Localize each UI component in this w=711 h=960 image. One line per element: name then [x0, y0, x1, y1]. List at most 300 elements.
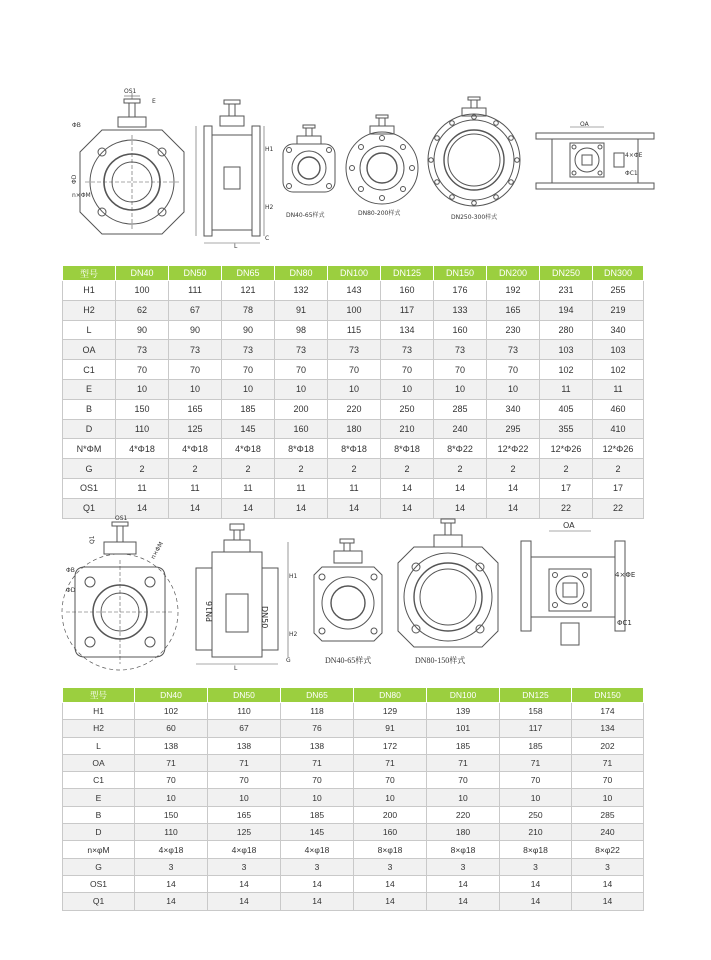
- table-cell: 70: [275, 360, 328, 380]
- caption2-dn80-150: DN80-150样式: [415, 656, 466, 665]
- table-cell: 125: [169, 419, 222, 439]
- h2-label: H2: [265, 204, 274, 211]
- table2-body: [63, 703, 644, 911]
- table-cell: 73: [487, 340, 540, 360]
- table-cell: 14: [381, 498, 434, 518]
- header-cell: DN125: [381, 266, 434, 281]
- table-cell: 2: [540, 459, 593, 479]
- table-cell: 8×φ18: [500, 841, 572, 858]
- table-cell: 138: [281, 737, 354, 754]
- table-row: [63, 320, 644, 340]
- valve-front-view-drawing: [72, 85, 192, 255]
- table-cell: 73: [381, 340, 434, 360]
- table-row: [63, 841, 644, 858]
- table-cell: 14: [500, 875, 572, 892]
- header-cell: DN65: [222, 266, 275, 281]
- table-cell: 143: [328, 281, 381, 301]
- table-cell: 2: [434, 459, 487, 479]
- row-label-cell: OS1: [63, 875, 135, 892]
- header-cell: DN80: [354, 688, 427, 703]
- table-cell: 73: [222, 340, 275, 360]
- table-row: [63, 720, 644, 737]
- header-cell: DN50: [208, 688, 281, 703]
- phi-c1-label-2: ΦC1: [617, 619, 632, 627]
- table-cell: 8×φ18: [427, 841, 500, 858]
- table-cell: 180: [328, 419, 381, 439]
- table-row: [63, 379, 644, 399]
- g-label-2: G: [286, 657, 291, 664]
- table-cell: 3: [354, 858, 427, 875]
- table-row: [63, 459, 644, 479]
- table-cell: 70: [116, 360, 169, 380]
- table-cell: 139: [427, 703, 500, 720]
- table-cell: 110: [116, 419, 169, 439]
- valve2-dn80-150-drawing: [394, 517, 504, 657]
- table-cell: 14: [572, 875, 644, 892]
- table-row: [63, 281, 644, 301]
- spec-table-1: [62, 265, 644, 519]
- header-cell: DN50: [169, 266, 222, 281]
- table-cell: 10: [222, 379, 275, 399]
- header-cell: DN150: [434, 266, 487, 281]
- table-cell: 12*Φ26: [540, 439, 593, 459]
- table-cell: 231: [540, 281, 593, 301]
- header-cell: DN125: [500, 688, 572, 703]
- section2-drawings: [0, 512, 711, 677]
- os1-label-2: OS1: [115, 515, 128, 522]
- phi-e-label-2: 4×ΦE: [615, 571, 636, 579]
- table-cell: 14: [500, 893, 572, 910]
- table-cell: 14: [487, 498, 540, 518]
- table-cell: 11: [169, 478, 222, 498]
- table-cell: 10: [116, 379, 169, 399]
- table-cell: 138: [208, 737, 281, 754]
- row-label-cell: N*ΦM: [63, 439, 116, 459]
- table-cell: 10: [500, 789, 572, 806]
- table-cell: 240: [434, 419, 487, 439]
- caption-dn40-65: DN40-65样式: [286, 212, 325, 219]
- spec-table-2: [62, 687, 644, 911]
- table-cell: 73: [434, 340, 487, 360]
- table-cell: 102: [593, 360, 644, 380]
- table-cell: 10: [275, 379, 328, 399]
- table-cell: 3: [281, 858, 354, 875]
- table-row: [63, 806, 644, 823]
- valve-dn80-200-drawing: [342, 113, 422, 213]
- table-cell: 132: [275, 281, 328, 301]
- table-row: [63, 419, 644, 439]
- row-label-cell: H1: [63, 281, 116, 301]
- row-label-cell: OA: [63, 340, 116, 360]
- table-cell: 250: [500, 806, 572, 823]
- table-cell: 340: [593, 320, 644, 340]
- header-cell: DN40: [116, 266, 169, 281]
- table-cell: 165: [208, 806, 281, 823]
- row-label-cell: D: [63, 419, 116, 439]
- table-cell: 91: [275, 300, 328, 320]
- table-cell: 220: [427, 806, 500, 823]
- row-label-cell: B: [63, 399, 116, 419]
- row-label-cell: H2: [63, 300, 116, 320]
- table-cell: 4*Φ18: [222, 439, 275, 459]
- table-cell: 71: [135, 754, 208, 771]
- table-cell: 70: [427, 772, 500, 789]
- table-row: [63, 754, 644, 771]
- table-cell: 10: [169, 379, 222, 399]
- row-label-cell: n×φM: [63, 841, 135, 858]
- table-cell: 2: [593, 459, 644, 479]
- oa-label: OA: [580, 121, 589, 128]
- valve2-front-view-drawing: [60, 512, 190, 672]
- table-cell: 219: [593, 300, 644, 320]
- row-label-cell: G: [63, 459, 116, 479]
- pn16-label: PN16: [205, 601, 214, 622]
- table-cell: 134: [572, 720, 644, 737]
- header-cell: DN40: [135, 688, 208, 703]
- table-row: [63, 893, 644, 910]
- nm-label: n×ΦM: [72, 192, 91, 199]
- table-cell: 134: [381, 320, 434, 340]
- table-cell: 2: [275, 459, 328, 479]
- table-cell: 10: [572, 789, 644, 806]
- table-cell: 11: [593, 379, 644, 399]
- table-cell: 150: [135, 806, 208, 823]
- table-cell: 220: [328, 399, 381, 419]
- table-cell: 70: [169, 360, 222, 380]
- row-label-cell: OS1: [63, 478, 116, 498]
- valve-dn40-65-drawing: [279, 123, 339, 213]
- table-cell: 78: [222, 300, 275, 320]
- table-cell: 4×φ18: [281, 841, 354, 858]
- table-cell: 165: [487, 300, 540, 320]
- table-cell: 14: [572, 893, 644, 910]
- table-cell: 117: [500, 720, 572, 737]
- table-cell: 14: [354, 875, 427, 892]
- phi-c1-label: ΦC1: [625, 170, 638, 177]
- table-cell: 185: [222, 399, 275, 419]
- oa-label-2: OA: [563, 521, 575, 530]
- dn50-label: DN50: [260, 606, 269, 629]
- table-cell: 102: [135, 703, 208, 720]
- table-cell: 10: [354, 789, 427, 806]
- row-label-cell: B: [63, 806, 135, 823]
- table-cell: 14: [487, 478, 540, 498]
- table-cell: 2: [381, 459, 434, 479]
- table-cell: 101: [427, 720, 500, 737]
- table-cell: 14: [135, 875, 208, 892]
- header-cell: DN65: [281, 688, 354, 703]
- b-label: ΦB: [72, 122, 81, 129]
- table-cell: 2: [328, 459, 381, 479]
- table-cell: 194: [540, 300, 593, 320]
- table-cell: 70: [381, 360, 434, 380]
- table-row: [63, 772, 644, 789]
- table-row: [63, 703, 644, 720]
- valve-side-view-drawing: [190, 85, 274, 255]
- table-cell: 145: [281, 824, 354, 841]
- header-cell: DN100: [328, 266, 381, 281]
- table-cell: 3: [208, 858, 281, 875]
- table-cell: 71: [500, 754, 572, 771]
- row-label-cell: Q1: [63, 498, 116, 518]
- section1-drawings: [0, 85, 711, 260]
- table-row: [63, 737, 644, 754]
- l-label-2: L: [234, 665, 238, 672]
- table-cell: 118: [281, 703, 354, 720]
- table-cell: 8*Φ18: [381, 439, 434, 459]
- table-cell: 14: [208, 893, 281, 910]
- caption-dn250-300: DN250-300样式: [451, 214, 498, 221]
- table-cell: 138: [135, 737, 208, 754]
- row-label-cell: H1: [63, 703, 135, 720]
- table-cell: 73: [275, 340, 328, 360]
- header-cell: DN100: [427, 688, 500, 703]
- table-cell: 12*Φ26: [593, 439, 644, 459]
- header-cell: DN200: [487, 266, 540, 281]
- table-cell: 4×φ18: [135, 841, 208, 858]
- valve2-side-view-drawing: [190, 512, 300, 672]
- header-cell: 型号: [63, 688, 135, 703]
- table-cell: 14: [281, 875, 354, 892]
- table1-header: [63, 266, 644, 281]
- phi-d-label-2: ΦD: [66, 587, 76, 594]
- table-cell: 71: [354, 754, 427, 771]
- row-label-cell: E: [63, 379, 116, 399]
- header-cell: 型号: [63, 266, 116, 281]
- l-label: L: [234, 243, 238, 250]
- table-cell: 100: [116, 281, 169, 301]
- table-cell: 185: [281, 806, 354, 823]
- table-cell: 133: [434, 300, 487, 320]
- table-cell: 14: [427, 893, 500, 910]
- h1-label-2: H1: [289, 573, 298, 580]
- table-cell: 4*Φ18: [169, 439, 222, 459]
- table-cell: 8*Φ18: [328, 439, 381, 459]
- caption-dn80-200: DN80-200样式: [358, 210, 401, 217]
- table-cell: 192: [487, 281, 540, 301]
- table-row: [63, 340, 644, 360]
- header-cell: DN300: [593, 266, 644, 281]
- row-label-cell: L: [63, 320, 116, 340]
- table-cell: 73: [116, 340, 169, 360]
- table-cell: 14: [434, 498, 487, 518]
- table-cell: 210: [381, 419, 434, 439]
- table-cell: 4×φ18: [208, 841, 281, 858]
- table-cell: 70: [208, 772, 281, 789]
- row-label-cell: L: [63, 737, 135, 754]
- table-cell: 11: [540, 379, 593, 399]
- table-cell: 210: [500, 824, 572, 841]
- table-cell: 14: [354, 893, 427, 910]
- table-cell: 125: [208, 824, 281, 841]
- table-cell: 71: [572, 754, 644, 771]
- table-cell: 98: [275, 320, 328, 340]
- table-cell: 71: [208, 754, 281, 771]
- table-cell: 11: [275, 478, 328, 498]
- table-cell: 70: [281, 772, 354, 789]
- table-cell: 410: [593, 419, 644, 439]
- table-row: [63, 360, 644, 380]
- table-cell: 70: [135, 772, 208, 789]
- table-cell: 165: [169, 399, 222, 419]
- table-cell: 185: [427, 737, 500, 754]
- header-cell: DN80: [275, 266, 328, 281]
- header-cell: DN250: [540, 266, 593, 281]
- table-cell: 14: [427, 875, 500, 892]
- table-cell: 250: [381, 399, 434, 419]
- table-cell: 355: [540, 419, 593, 439]
- table-cell: 111: [169, 281, 222, 301]
- table-cell: 14: [381, 478, 434, 498]
- valve2-dn40-65-drawing: [308, 537, 388, 647]
- table-cell: 14: [328, 498, 381, 518]
- table-cell: 8*Φ22: [434, 439, 487, 459]
- table-cell: 12*Φ22: [487, 439, 540, 459]
- table-cell: 71: [281, 754, 354, 771]
- table-cell: 150: [116, 399, 169, 419]
- table-cell: 14: [275, 498, 328, 518]
- os1-label: OS1: [124, 88, 137, 95]
- nm-label-2: n×ΦM: [149, 540, 166, 561]
- table-row: [63, 875, 644, 892]
- table-cell: 10: [281, 789, 354, 806]
- table-cell: 200: [275, 399, 328, 419]
- q1-label-2: Q1: [89, 535, 96, 544]
- table-cell: 103: [593, 340, 644, 360]
- table-cell: 255: [593, 281, 644, 301]
- table-row: [63, 399, 644, 419]
- table-cell: 285: [572, 806, 644, 823]
- row-label-cell: OA: [63, 754, 135, 771]
- table-cell: 11: [222, 478, 275, 498]
- valve-dn250-300-drawing: [424, 95, 524, 215]
- table-cell: 115: [328, 320, 381, 340]
- table-cell: 10: [135, 789, 208, 806]
- table-cell: 10: [381, 379, 434, 399]
- table-cell: 90: [169, 320, 222, 340]
- table-cell: 14: [434, 478, 487, 498]
- table-cell: 230: [487, 320, 540, 340]
- table-cell: 158: [500, 703, 572, 720]
- table-cell: 160: [275, 419, 328, 439]
- table-cell: 62: [116, 300, 169, 320]
- table-cell: 460: [593, 399, 644, 419]
- caption2-dn40-65: DN40-65样式: [325, 656, 372, 665]
- table-cell: 200: [354, 806, 427, 823]
- table-cell: 14: [116, 498, 169, 518]
- phi-b-label-2: ΦB: [66, 567, 75, 574]
- header-cell: DN150: [572, 688, 644, 703]
- phi-e-label: 4×ΦE: [625, 152, 643, 159]
- table-cell: 2: [116, 459, 169, 479]
- table-cell: 340: [487, 399, 540, 419]
- row-label-cell: Q1: [63, 893, 135, 910]
- table-cell: 160: [354, 824, 427, 841]
- table-cell: 100: [328, 300, 381, 320]
- table-cell: 90: [116, 320, 169, 340]
- table-cell: 11: [116, 478, 169, 498]
- table-cell: 14: [169, 498, 222, 518]
- table-cell: 10: [427, 789, 500, 806]
- row-label-cell: H2: [63, 720, 135, 737]
- table-cell: 240: [572, 824, 644, 841]
- table-cell: 8×φ22: [572, 841, 644, 858]
- table-cell: 14: [281, 893, 354, 910]
- table-cell: 405: [540, 399, 593, 419]
- table-cell: 70: [328, 360, 381, 380]
- table-cell: 22: [540, 498, 593, 518]
- table-cell: 70: [222, 360, 275, 380]
- table-cell: 67: [208, 720, 281, 737]
- table-cell: 71: [427, 754, 500, 771]
- table-cell: 180: [427, 824, 500, 841]
- table-cell: 10: [487, 379, 540, 399]
- table-cell: 295: [487, 419, 540, 439]
- table-cell: 76: [281, 720, 354, 737]
- e-label: E: [152, 98, 156, 105]
- d-label: ΦD: [71, 174, 78, 184]
- table-cell: 70: [500, 772, 572, 789]
- table-cell: 17: [593, 478, 644, 498]
- row-label-cell: G: [63, 858, 135, 875]
- table-cell: 160: [434, 320, 487, 340]
- table-cell: 185: [500, 737, 572, 754]
- table-cell: 73: [169, 340, 222, 360]
- table-cell: 67: [169, 300, 222, 320]
- table-cell: 70: [572, 772, 644, 789]
- valve-top-view-drawing: [530, 123, 660, 213]
- table-cell: 11: [328, 478, 381, 498]
- table2-header: [63, 688, 644, 703]
- table-row: [63, 478, 644, 498]
- table-cell: 2: [169, 459, 222, 479]
- table-cell: 90: [222, 320, 275, 340]
- table-cell: 160: [381, 281, 434, 301]
- table-cell: 14: [135, 893, 208, 910]
- table-cell: 10: [328, 379, 381, 399]
- table-cell: 102: [540, 360, 593, 380]
- table-cell: 129: [354, 703, 427, 720]
- table-cell: 202: [572, 737, 644, 754]
- c-label: C: [265, 235, 270, 242]
- table-row: [63, 439, 644, 459]
- table-cell: 22: [593, 498, 644, 518]
- table-cell: 70: [434, 360, 487, 380]
- table-cell: 3: [135, 858, 208, 875]
- row-label-cell: E: [63, 789, 135, 806]
- table-cell: 70: [487, 360, 540, 380]
- table-cell: 117: [381, 300, 434, 320]
- table-cell: 10: [208, 789, 281, 806]
- table-cell: 8×φ18: [354, 841, 427, 858]
- table-cell: 145: [222, 419, 275, 439]
- table-cell: 8*Φ18: [275, 439, 328, 459]
- table-cell: 14: [222, 498, 275, 518]
- h1-label: H1: [265, 146, 274, 153]
- table-cell: 285: [434, 399, 487, 419]
- table-cell: 103: [540, 340, 593, 360]
- table-cell: 3: [500, 858, 572, 875]
- table-cell: 4*Φ18: [116, 439, 169, 459]
- table-cell: 3: [572, 858, 644, 875]
- row-label-cell: C1: [63, 772, 135, 789]
- table-cell: 176: [434, 281, 487, 301]
- table-cell: 2: [487, 459, 540, 479]
- table1-body: [63, 281, 644, 519]
- table-cell: 60: [135, 720, 208, 737]
- valve2-top-view-drawing: [515, 517, 645, 667]
- table-row: [63, 789, 644, 806]
